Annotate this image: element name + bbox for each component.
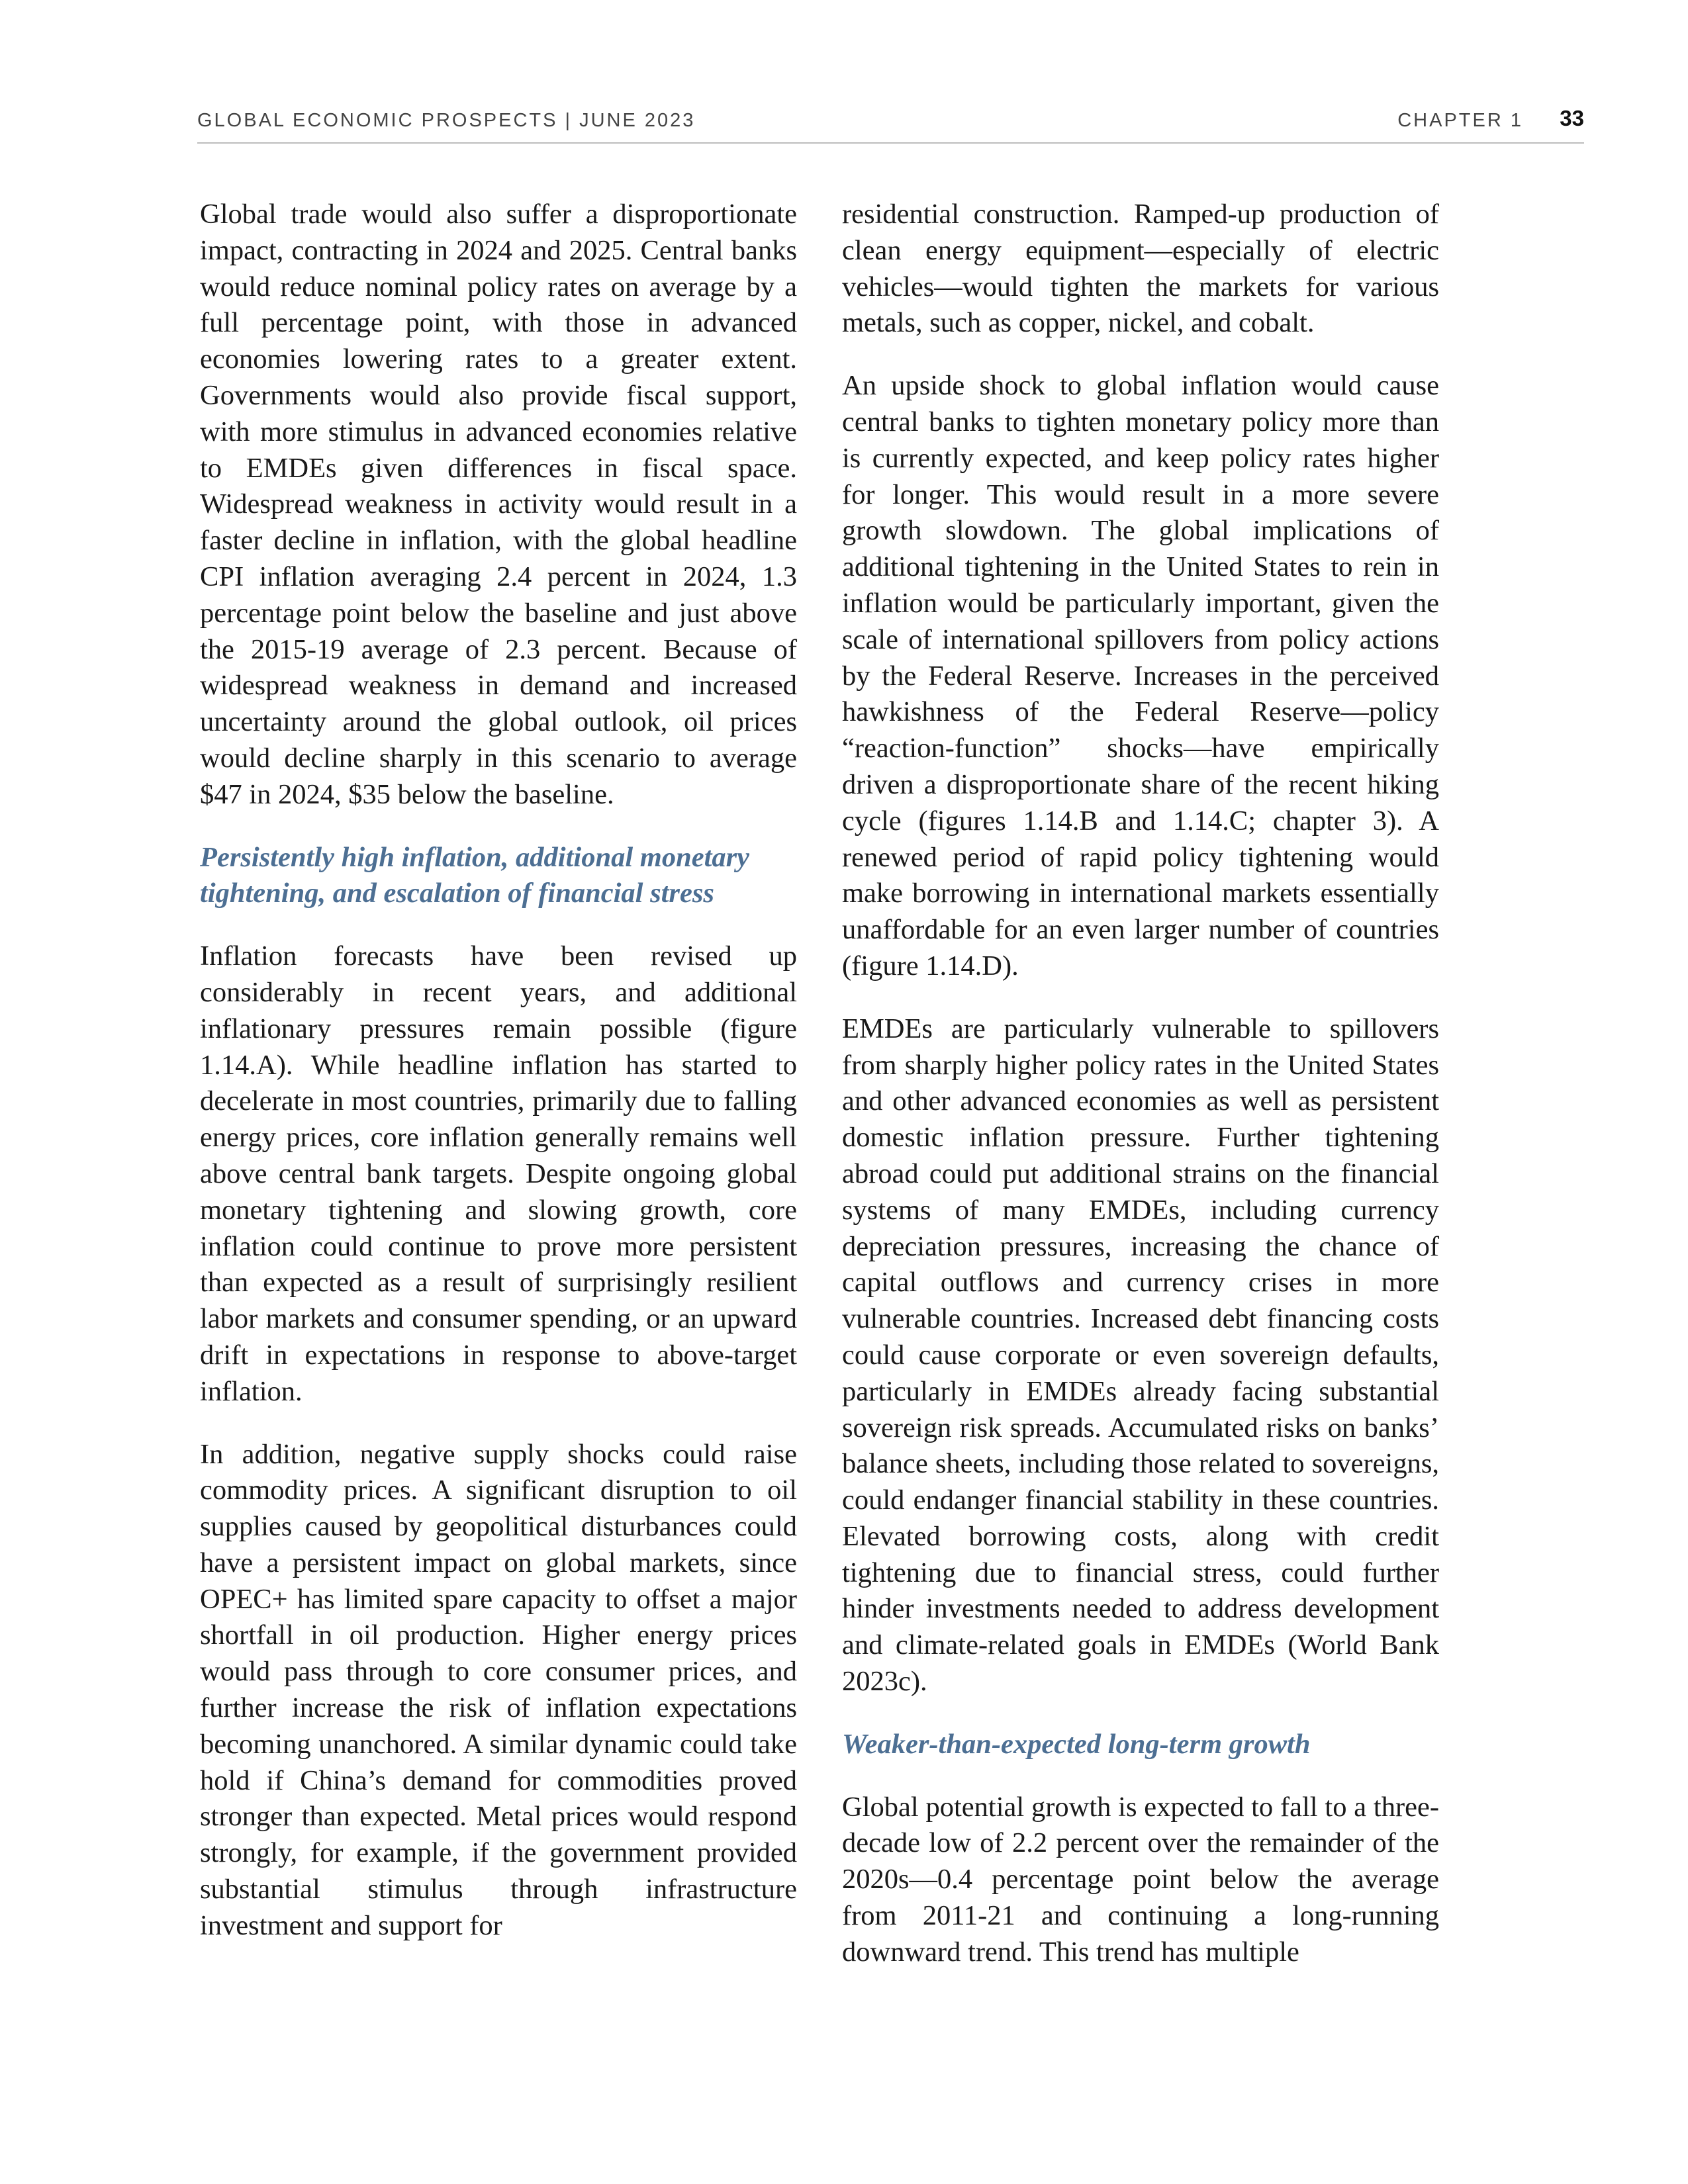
paragraph: Inflation forecasts have been revised up considerably in recent years, and additional inflationary pressures remain possible (figure 1.14.A). While headline inflation has started to decelerate in most countries, primarily due to falling energy prices, core inflation generally remains well above central bank targets. Despite ongoing global monetary tightening and slowing growth, core inflation could continue to prove more persistent than expected as a result of surprisingly resilient labor markets and consumer spending, or an upward drift in expectations in response to above-target inflation. (200, 940, 797, 1407)
paragraph: Global potential growth is expected to fall to a three-decade low of 2.2 percent over the remainder of the 2020s—0.4 percentage point below the average from 2011-21 and continuing a long-running downward trend. This trend has multiple (842, 1791, 1439, 1968)
right-column (842, 197, 1439, 1997)
paragraph: In addition, negative supply shocks could raise commodity prices. A significant disruption to oil supplies caused by geopolitical disturbances could have a persistent impact on global markets, since OPEC+ has limited spare capacity to offset a major shortfall in oil production. Higher energy prices would pass through to core consumer prices, and further increase the risk of inflation expectations becoming unanchored. A similar dynamic could take hold if China’s demand for commodities proved stronger than expected. Metal prices would respond strongly, for example, if the government provided substantial stimulus through infrastructure investment and support for (200, 1438, 797, 1941)
header-divider (197, 142, 1584, 144)
chapter-label: CHAPTER 1 (1397, 110, 1523, 131)
paragraph: residential construction. Ramped-up production of clean energy equipment—especially of electric vehicles—would tighten the markets for various metals, such as copper, nickel, and cobalt. (842, 199, 1439, 339)
section-heading: Weaker-than-expected long-term growth (842, 1728, 1311, 1760)
section-heading: Persistently high inflation, additional monetary tightening, and escalation of financial stress (200, 841, 750, 909)
paragraph: EMDEs are particularly vulnerable to spillovers from sharply higher policy rates in the United States and other advanced economies as well as persistent domestic inflation pressure. Further tightening abroad could put additional strains on the financial systems of many EMDEs, including currency depreciation pressures, increasing the chance of capital outflows and currency crises in more vulnerable countries. Increased debt financing costs could cause corporate or even sovereign defaults, particularly in EMDEs already facing substantial sovereign risk spreads. Accumulated risks on banks’ balance sheets, including those related to sovereigns, could endanger financial stability in these countries. Elevated borrowing costs, along with credit tightening due to financial stress, could further hinder investments needed to address development and climate-related goals in EMDEs (World Bank 2023c). (842, 1013, 1439, 1698)
paragraph: Global trade would also suffer a disproportionate impact, contracting in 2024 and 2025. Central banks would reduce nominal policy rates on average by a full percentage point, with those in advanced economies lowering rates to a greater extent. Governments would also provide fiscal support, with more stimulus in advanced economies relative to EMDEs given differences in fiscal space. Widespread weakness in activity would result in a faster decline in inflation, with the global headline CPI inflation averaging 2.4 percent in 2024, 1.3 percentage point below the baseline and just above the 2015-19 average of 2.3 percent. Because of widespread weakness in demand and increased uncertainty around the global outlook, oil prices would decline sharply in this scenario to average $47 in 2024, $35 below the baseline. (200, 199, 797, 810)
paragraph: An upside shock to global inflation would cause central banks to tighten monetary policy more than is currently expected, and keep policy rates higher for longer. This would result in a more severe growth slowdown. The global implications of additional tightening in the United States to rein in inflation would be particularly important, given the scale of international spillovers from policy actions by the Federal Reserve. Increases in the perceived hawkishness of the Federal Reserve—policy “reaction-function” shocks—have empirically driven a disproportionate share of the recent hiking cycle (figures 1.14.B and 1.14.C; chapter 3). A renewed period of rapid policy tightening would make borrowing in international markets essentially unaffordable for an even larger number of countries (figure 1.14.D). (842, 370, 1439, 981)
page-number: 33 (1560, 106, 1584, 130)
running-header (197, 106, 1584, 140)
publication-title: GLOBAL ECONOMIC PROSPECTS | JUNE 2023 (197, 110, 696, 131)
left-column (200, 197, 797, 1971)
